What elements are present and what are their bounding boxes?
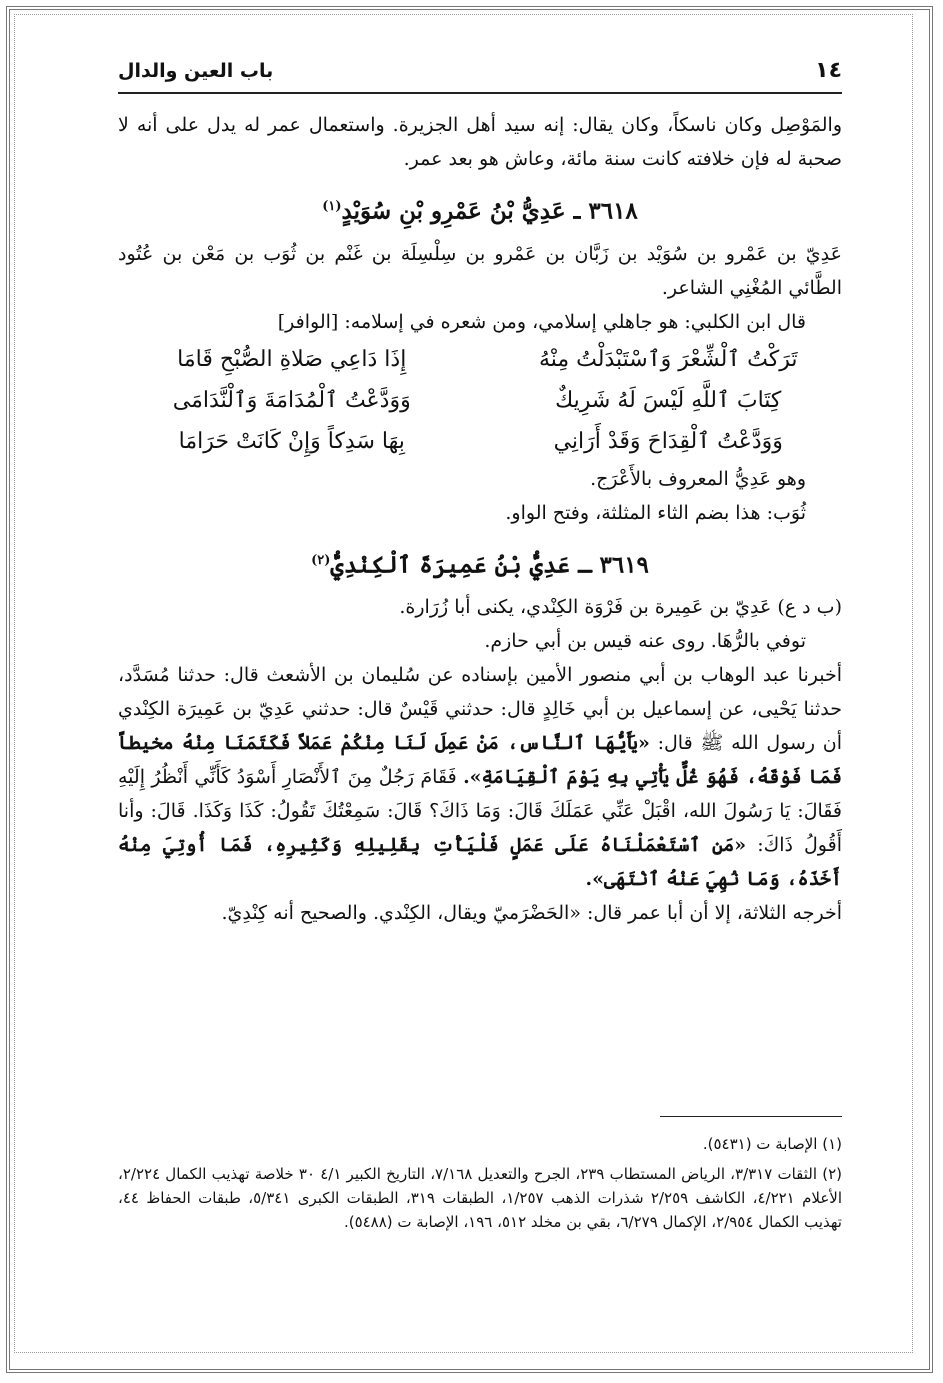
paragraph-kalbi: قال ابن الكلبي: هو جاهلي إسلامي، ومن شعره في إسلامه: [الوافر]	[277, 310, 806, 333]
poem	[118, 339, 842, 462]
hadith-quote: «يَأَيُّهَا ٱلنَّاس، مَنْ عَمِلَ لَنَا مِنْكُمْ عَمَلاً فَكَتَمَنَا مِنْهُ مخيطاً فَمَا فَوْقَهُ، فَهُوَ غُلٌّ يَأْتِي بِهِ يَوْمَ ٱلْقِيَامَةِ».	[118, 732, 843, 789]
entry-heading-text: ٣٦١٨ ـ عَدِيُّ بْنُ عَمْرِو بْنِ سُوَيْدٍ	[341, 197, 638, 225]
footnotes	[118, 1132, 842, 1240]
verse-line	[118, 421, 842, 462]
footnote-ref: (١)	[322, 199, 342, 214]
page-number: ١٤	[815, 58, 842, 83]
paragraph-thuwab: ثُوَب: هذا بضم الثاء المثلثة، وفتح الواو.	[505, 501, 806, 524]
paragraph-araj: وهو عَدِيُّ المعروف بالأَعْرَج.	[590, 467, 806, 490]
header-rule	[118, 92, 842, 94]
entry-heading-3619	[118, 536, 842, 591]
isnad-text: أخبرنا عبد الوهاب بن أبي منصور الأمين بإسناده عن سُليمان بن الأشعث قال: حدثنا مُسَدَّد، حدثنا يَحْيى، عن إسماعيل بن أبي خَالِدٍ قال: حدثني قَيْسٌ قال: حدثني عَدِيّ بن عَمِيرَة الكِنْدي أن رسول الله ﷺ قال:	[118, 664, 842, 755]
footnote-2: (٢) الثقات ٣/٣١٧، الرياض المستطاب ٢٣٩، الجرح والتعديل ٧/١٦٨، التاريخ الكبير ٤/١ ٣٠ خلاصة تهذيب الكمال ٢/٢٢٤، الأعلام ٤/٢٢١، الكاشف ٢/٢٥٩ شذرات الذهب ١/٢٥٧، الطبقات ٣١٩، الطبقات الكبرى ٥/٣٤١، طبقات الحفاظ ٤٤، تهذيب الكمال ٢/٩٥٤، الإكمال ٦/٢٧٩، بقي بن مخلد ٥١٢، ١٩٦، الإصابة ت (٥٤٨٨).	[118, 1165, 843, 1231]
verse-first-half: وَوَدَّعْتُ ٱلْقِدَاحَ وَقَدْ أَرَانِي	[553, 428, 783, 454]
entry-heading-3618	[118, 182, 842, 237]
verse-second-half: بِهَا سَدِكاً وَإِنْ كَانَتْ حَرَامَا	[178, 428, 405, 454]
paragraph-continuation: والمَوْصِل وكان ناسكاً، وكان يقال: إنه سيد أهل الجزيرة. واستعمال عمر له يدل على أنه لا صحبة له فإن خلافته كانت سنة مائة، وعاش هو بعد عمر.	[118, 114, 842, 170]
verse-first-half: كِتَابَ ٱللَّهِ لَيْسَ لَهُ شَرِيكٌ	[555, 387, 782, 413]
main-text	[118, 108, 842, 930]
verse-second-half: وَوَدَّعْتُ ٱلْمُدَامَةَ وَٱلْنَّدَامَى	[172, 387, 411, 413]
verse-second-half: إِذَا دَاعِي صَلاةِ الصُّبْحِ قَامَا	[177, 346, 407, 372]
narrative-text: فَقَامَ رَجُلٌ مِنَ ٱلأَنْصَارِ أَسْوَدُ كَأَنِّي أَنْظُرُ إِلَيْهِ فَقَالَ: يَا رَسُولَ الله، اقْبَلْ عَنِّي عَمَلَكَ قَالَ: وَمَا ذَاكَ؟ قَالَ: سَمِعْتُكَ تَقُولُ: كَذَا وَكَذَا. قَالَ: وأنا أَقُولُ ذَاكَ:	[118, 766, 842, 857]
running-header	[118, 58, 842, 92]
verse-line	[118, 380, 842, 421]
paragraph-intro: (ب د ع) عَدِيّ بن عَمِيرة بن فَرْوَة الكِنْدي، يكنى أبا زُرَارة.	[399, 596, 842, 619]
hadith-quote: «مَنِ ٱسْتَعْمَلْنَاهُ عَلَى عَمَلٍ فَلْيَأْتِ بِقَلِيلِهِ وَكَثِيرِهِ، فَمَا أُوتِيَ مِنْهُ أَخَذَهُ، وَمَا نُهِيَ عَنْهُ ٱنْتَهَى».	[118, 834, 842, 891]
entry-heading-text: ٣٦١٩ ـ عَدِيُّ بْنُ عَمِيرَةَ ٱلْكِنْدِيُّ	[330, 551, 649, 579]
footnote-1: (١) الإصابة ت (٥٤٣١).	[702, 1135, 842, 1153]
footnote-ref: (٢)	[311, 552, 331, 568]
paragraph-lineage: عَدِيّ بن عَمْرو بن سُوَيْد بن زَبَّان بن عَمْرو بن سِلْسِلَة بن غَنْم بن ثُوَب بن مَعْن بن عُتُود الطَّائي المُغْنِي الشاعر.	[118, 242, 842, 299]
paragraph-death: توفي بالرُّهَا. روى عنه قيس بن أبي حازم.	[484, 630, 806, 653]
paragraph-conclusion: أخرجه الثلاثة، إلا أن أبا عمر قال: «الحَضْرَميّ ويقال، الكِنْدي. والصحيح أنه كِنْدِيّ.	[221, 902, 842, 925]
verse-line	[118, 339, 842, 380]
paragraph-hadith	[118, 658, 842, 896]
footnote-rule	[660, 1116, 842, 1117]
verse-first-half: تَرَكْتُ ٱلْشِّعْرَ وَٱسْتَبْدَلْتُ مِنْهُ	[538, 346, 798, 372]
chapter-title: باب العين والدال	[118, 60, 274, 82]
